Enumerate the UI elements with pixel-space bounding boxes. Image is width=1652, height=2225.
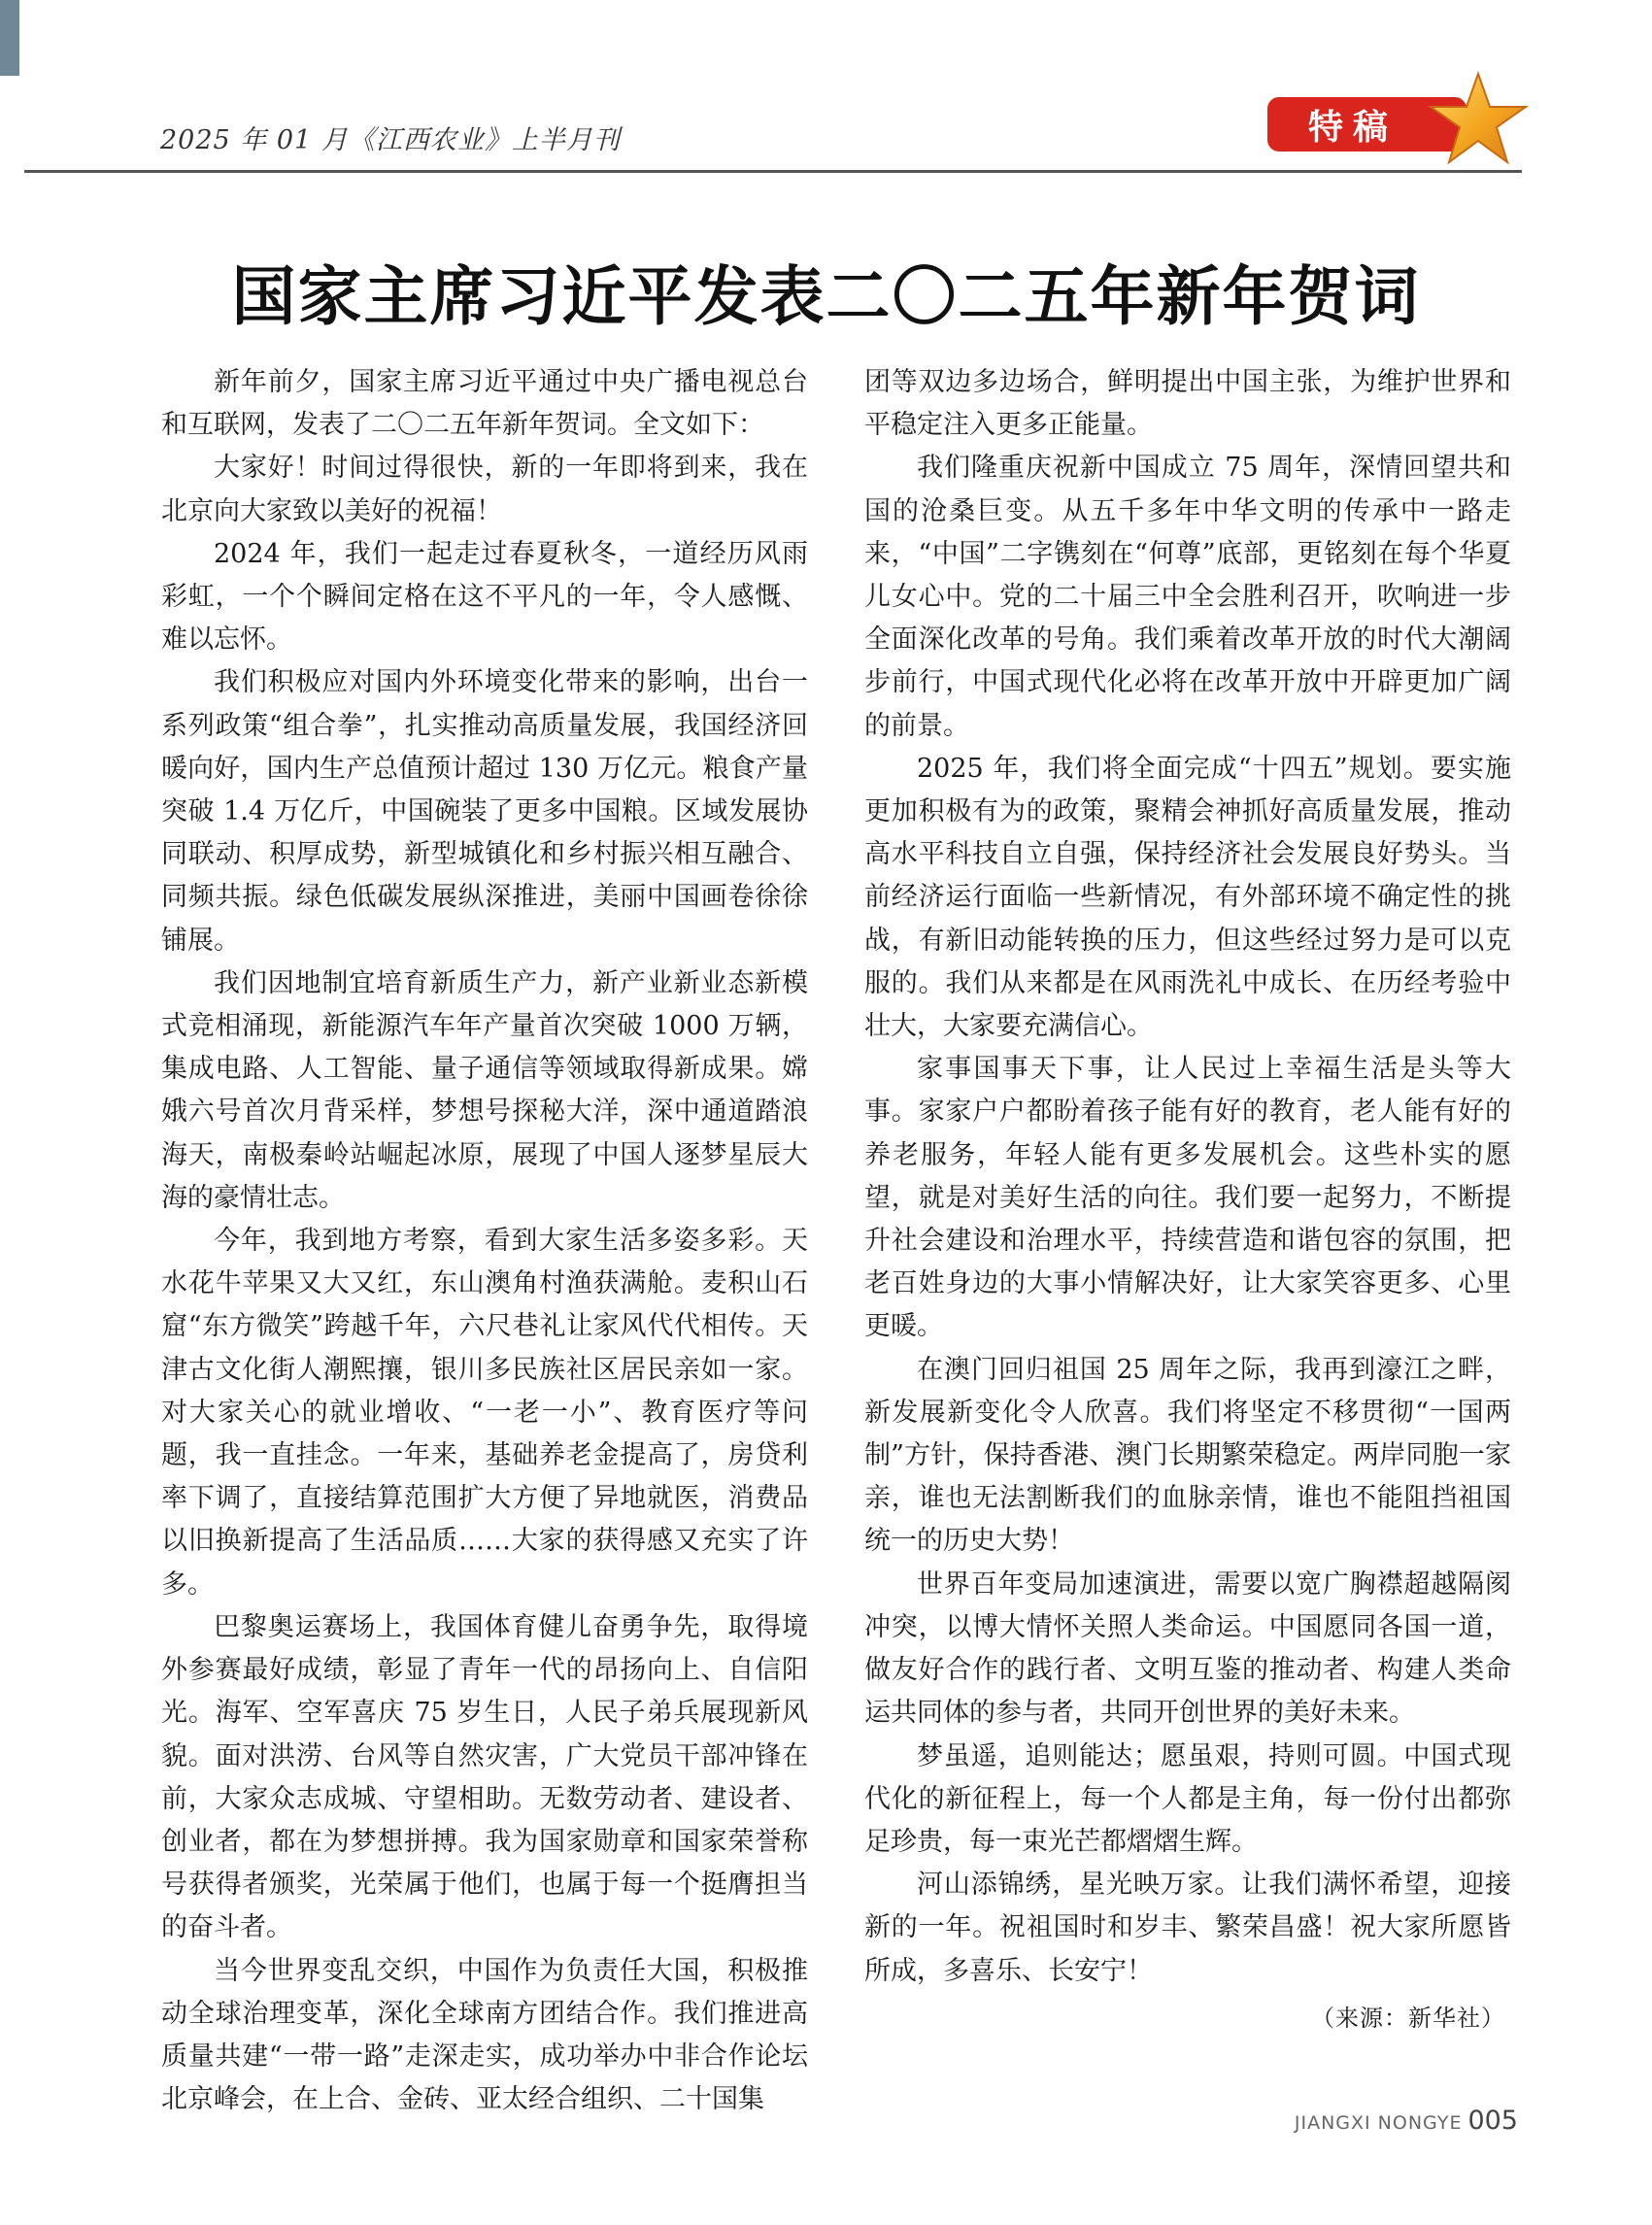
- section-tag: 特稿: [1267, 97, 1467, 152]
- paragraph: 梦虽遥，追则能达；愿虽艰，持则可圆。中国式现代化的新征程上，每一个人都是主角，每一份付出都弥足珍贵，每一束光芒都熠熠生辉。: [864, 1740, 1511, 1857]
- source-note: （来源：新华社）: [1311, 2004, 1505, 2032]
- star-icon: [1425, 70, 1532, 167]
- paragraph: 大家好！时间过得很快，新的一年即将到来，我在北京向大家致以美好的祝福！: [161, 453, 808, 526]
- paragraph: 新年前夕，国家主席习近平通过中央广播电视总台和互联网，发表了二〇二五年新年贺词。全文如下：: [161, 367, 808, 441]
- paragraph: 我们因地制宜培育新质生产力，新产业新业态新模式竞相涌现，新能源汽车年产量首次突破 1000 万辆，集成电路、人工智能、量子通信等领域取得新成果。嫦娥六号首次月背采样，梦想号探秘大洋，深中通道踏浪海天，南极秦岭站崛起冰原，展现了中国人逐梦星辰大海的豪情壮志。: [161, 967, 808, 1213]
- page-footer: [1295, 2106, 1518, 2136]
- paragraph-continued: 团等双边多边场合，鲜明提出中国主张，为维护世界和平稳定注入更多正能量。: [864, 367, 1511, 441]
- paragraph: 巴黎奥运赛场上，我国体育健儿奋勇争先，取得境外参赛最好成绩，彰显了青年一代的昂扬向上、自信阳光。海军、空军喜庆 75 岁生日，人民子弟兵展现新风貌。面对洪涝、台风等自然灾害，广大党员干部冲锋在前，大家众志成城、守望相助。无数劳动者、建设者、创业者，都在为梦想拼搏。我为国家勋章和国家荣誉称号获得者颁奖，光荣属于他们，也属于每一个挺膺担当的奋斗者。: [161, 1611, 808, 1943]
- journal-name: JIANGXI NONGYE: [1294, 2112, 1463, 2134]
- paragraph: 河山添锦绣，星光映万家。让我们满怀希望，迎接新的一年。祝祖国时和岁丰、繁荣昌盛！祝大家所愿皆所成，多喜乐、长安宁！: [864, 1870, 1511, 1986]
- issue-line: 2025 年 01 月《江西农业》上半月刊: [160, 125, 621, 155]
- paragraph: 我们积极应对国内外环境变化带来的影响，出台一系列政策“组合拳”，扎实推动高质量发展，我国经济回暖向好，国内生产总值预计超过 130 万亿元。粮食产量突破 1.4 万亿斤，中国碗装了更多中国粮。区域发展协同联动、积厚成势，新型城镇化和乡村振兴相互融合、同频共振。绿色低碳发展纵深推进，美丽中国画卷徐徐铺展。: [161, 667, 808, 956]
- article-title: 国家主席习近平发表二〇二五年新年贺词: [231, 259, 1421, 334]
- paragraph: 在澳门回归祖国 25 周年之际，我再到濠江之畔，新发展新变化令人欣喜。我们将坚定不移贯彻“一国两制”方针，保持香港、澳门长期繁荣稳定。两岸同胞一家亲，谁也无法割断我们的血脉亲情，谁也不能阻挡祖国统一的历史大势！: [864, 1354, 1511, 1557]
- paragraph: 今年，我到地方考察，看到大家生活多姿多彩。天水花牛苹果又大又红，东山澳角村渔获满舱。麦积山石窟“东方微笑”跨越千年，六尺巷礼让家风代代相传。天津古文化街人潮熙攘，银川多民族社区居民亲如一家。对大家关心的就业增收、“一老一小”、教育医疗等问题，我一直挂念。一年来，基础养老金提高了，房贷利率下调了，直接结算范围扩大方便了异地就医，消费品以旧换新提高了生活品质……大家的获得感又充实了许多。: [161, 1226, 808, 1600]
- paragraph: 2025 年，我们将全面完成“十四五”规划。要实施更加积极有为的政策，聚精会神抓好高质量发展，推动高水平科技自立自强，保持经济社会发展良好势头。当前经济运行面临一些新情况，有外部环境不确定性的挑战，有新旧动能转换的压力，但这些经过努力是可以克服的。我们从来都是在风雨洗礼中成长、在历经考验中壮大，大家要充满信心。: [864, 753, 1511, 1042]
- header-rule: [24, 170, 1522, 173]
- paragraph: 世界百年变局加速演进，需要以宽广胸襟超越隔阂冲突，以博大情怀关照人类命运。中国愿同各国一道，做友好合作的践行者、文明互鉴的推动者、构建人类命运共同体的参与者，共同开创世界的美好未来。: [864, 1568, 1511, 1729]
- paragraph: 2024 年，我们一起走过春夏秋冬，一道经历风雨彩虹，一个个瞬间定格在这不平凡的一年，令人感慨、难以忘怀。: [161, 538, 808, 656]
- left-column: [161, 361, 808, 2121]
- page-number: 005: [1467, 2106, 1518, 2136]
- paragraph: 当今世界变乱交织，中国作为负责任大国，积极推动全球治理变革，深化全球南方团结合作。我们推进高质量共建“一带一路”走深走实，成功举办中非合作论坛北京峰会，在上合、金砖、亚太经合组织、二十国集: [161, 1955, 808, 2115]
- paragraph: 我们隆重庆祝新中国成立 75 周年，深情回望共和国的沧桑巨变。从五千多年中华文明的传承中一路走来，“中国”二字镌刻在“何尊”底部，更铭刻在每个华夏儿女心中。党的二十届三中全会胜利召开，吹响进一步全面深化改革的号角。我们乘着改革开放的时代大潮阔步前行，中国式现代化必将在改革开放中开辟更加广阔的前景。: [864, 453, 1511, 741]
- edge-tab: [0, 0, 19, 76]
- paragraph: 家事国事天下事，让人民过上幸福生活是头等大事。家家户户都盼着孩子能有好的教育，老人能有好的养老服务，年轻人能有更多发展机会。这些朴实的愿望，就是对美好生活的向往。我们要一起努力，不断提升社会建设和治理水平，持续营造和谐包容的氛围，把老百姓身边的大事小情解决好，让大家笑容更多、心里更暖。: [864, 1054, 1511, 1342]
- right-column: [864, 361, 1511, 2040]
